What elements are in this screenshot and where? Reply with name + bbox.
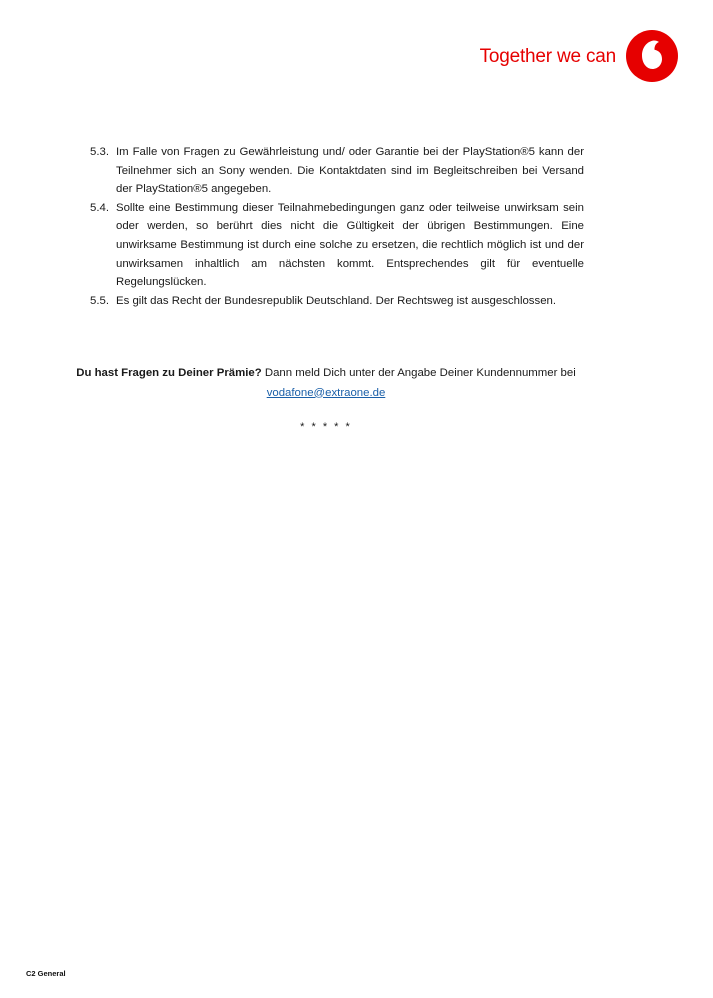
section-separator: * * * * * — [300, 421, 352, 433]
clause-text: Sollte eine Bestimmung dieser Teilnahmebedingungen ganz oder teilweise unwirksam sein oder werden, so berührt dies nicht die Gültigkeit der übrigen Bestimmungen. Eine unwirksame Bestimmung ist durch eine solche zu ersetzen, die rechtlich möglich ist und der unwirksamen inhaltlich am nächsten kommt. Entsprechendes gilt für eventuelle Regelungslücken. — [116, 201, 584, 289]
terms-clause-list — [90, 143, 584, 310]
clause-number: 5.5. — [90, 294, 109, 307]
classification-label: C2 General — [26, 969, 66, 978]
contact-note — [74, 364, 578, 403]
contact-instruction: Dann meld Dich unter der Angabe Deiner Kundennummer bei — [261, 367, 576, 379]
clause-text: Es gilt das Recht der Bundesrepublik Deutschland. Der Rechtsweg ist ausgeschlossen. — [116, 294, 557, 307]
clause-5-4 — [90, 199, 584, 292]
brand-tagline: Together we can — [479, 46, 616, 67]
clause-5-5 — [90, 292, 584, 311]
contact-email-link[interactable]: vodafone@extraone.de — [266, 386, 386, 399]
clause-5-3 — [90, 143, 584, 199]
vodafone-speechmark-icon — [626, 30, 678, 82]
clause-number: 5.3. — [90, 146, 109, 158]
page-header — [480, 30, 678, 82]
clause-number: 5.4. — [90, 201, 109, 214]
contact-question: Du hast Fragen zu Deiner Prämie? — [76, 367, 262, 379]
clause-text: Im Falle von Fragen zu Gewährleistung und/ oder Garantie bei der PlayStation®5 kann der Teilnehmer sich an Sony wenden. Die Kontaktdaten sind im Begleitschreiben bei Versand der PlayStation®5 angegeben. — [116, 146, 584, 196]
